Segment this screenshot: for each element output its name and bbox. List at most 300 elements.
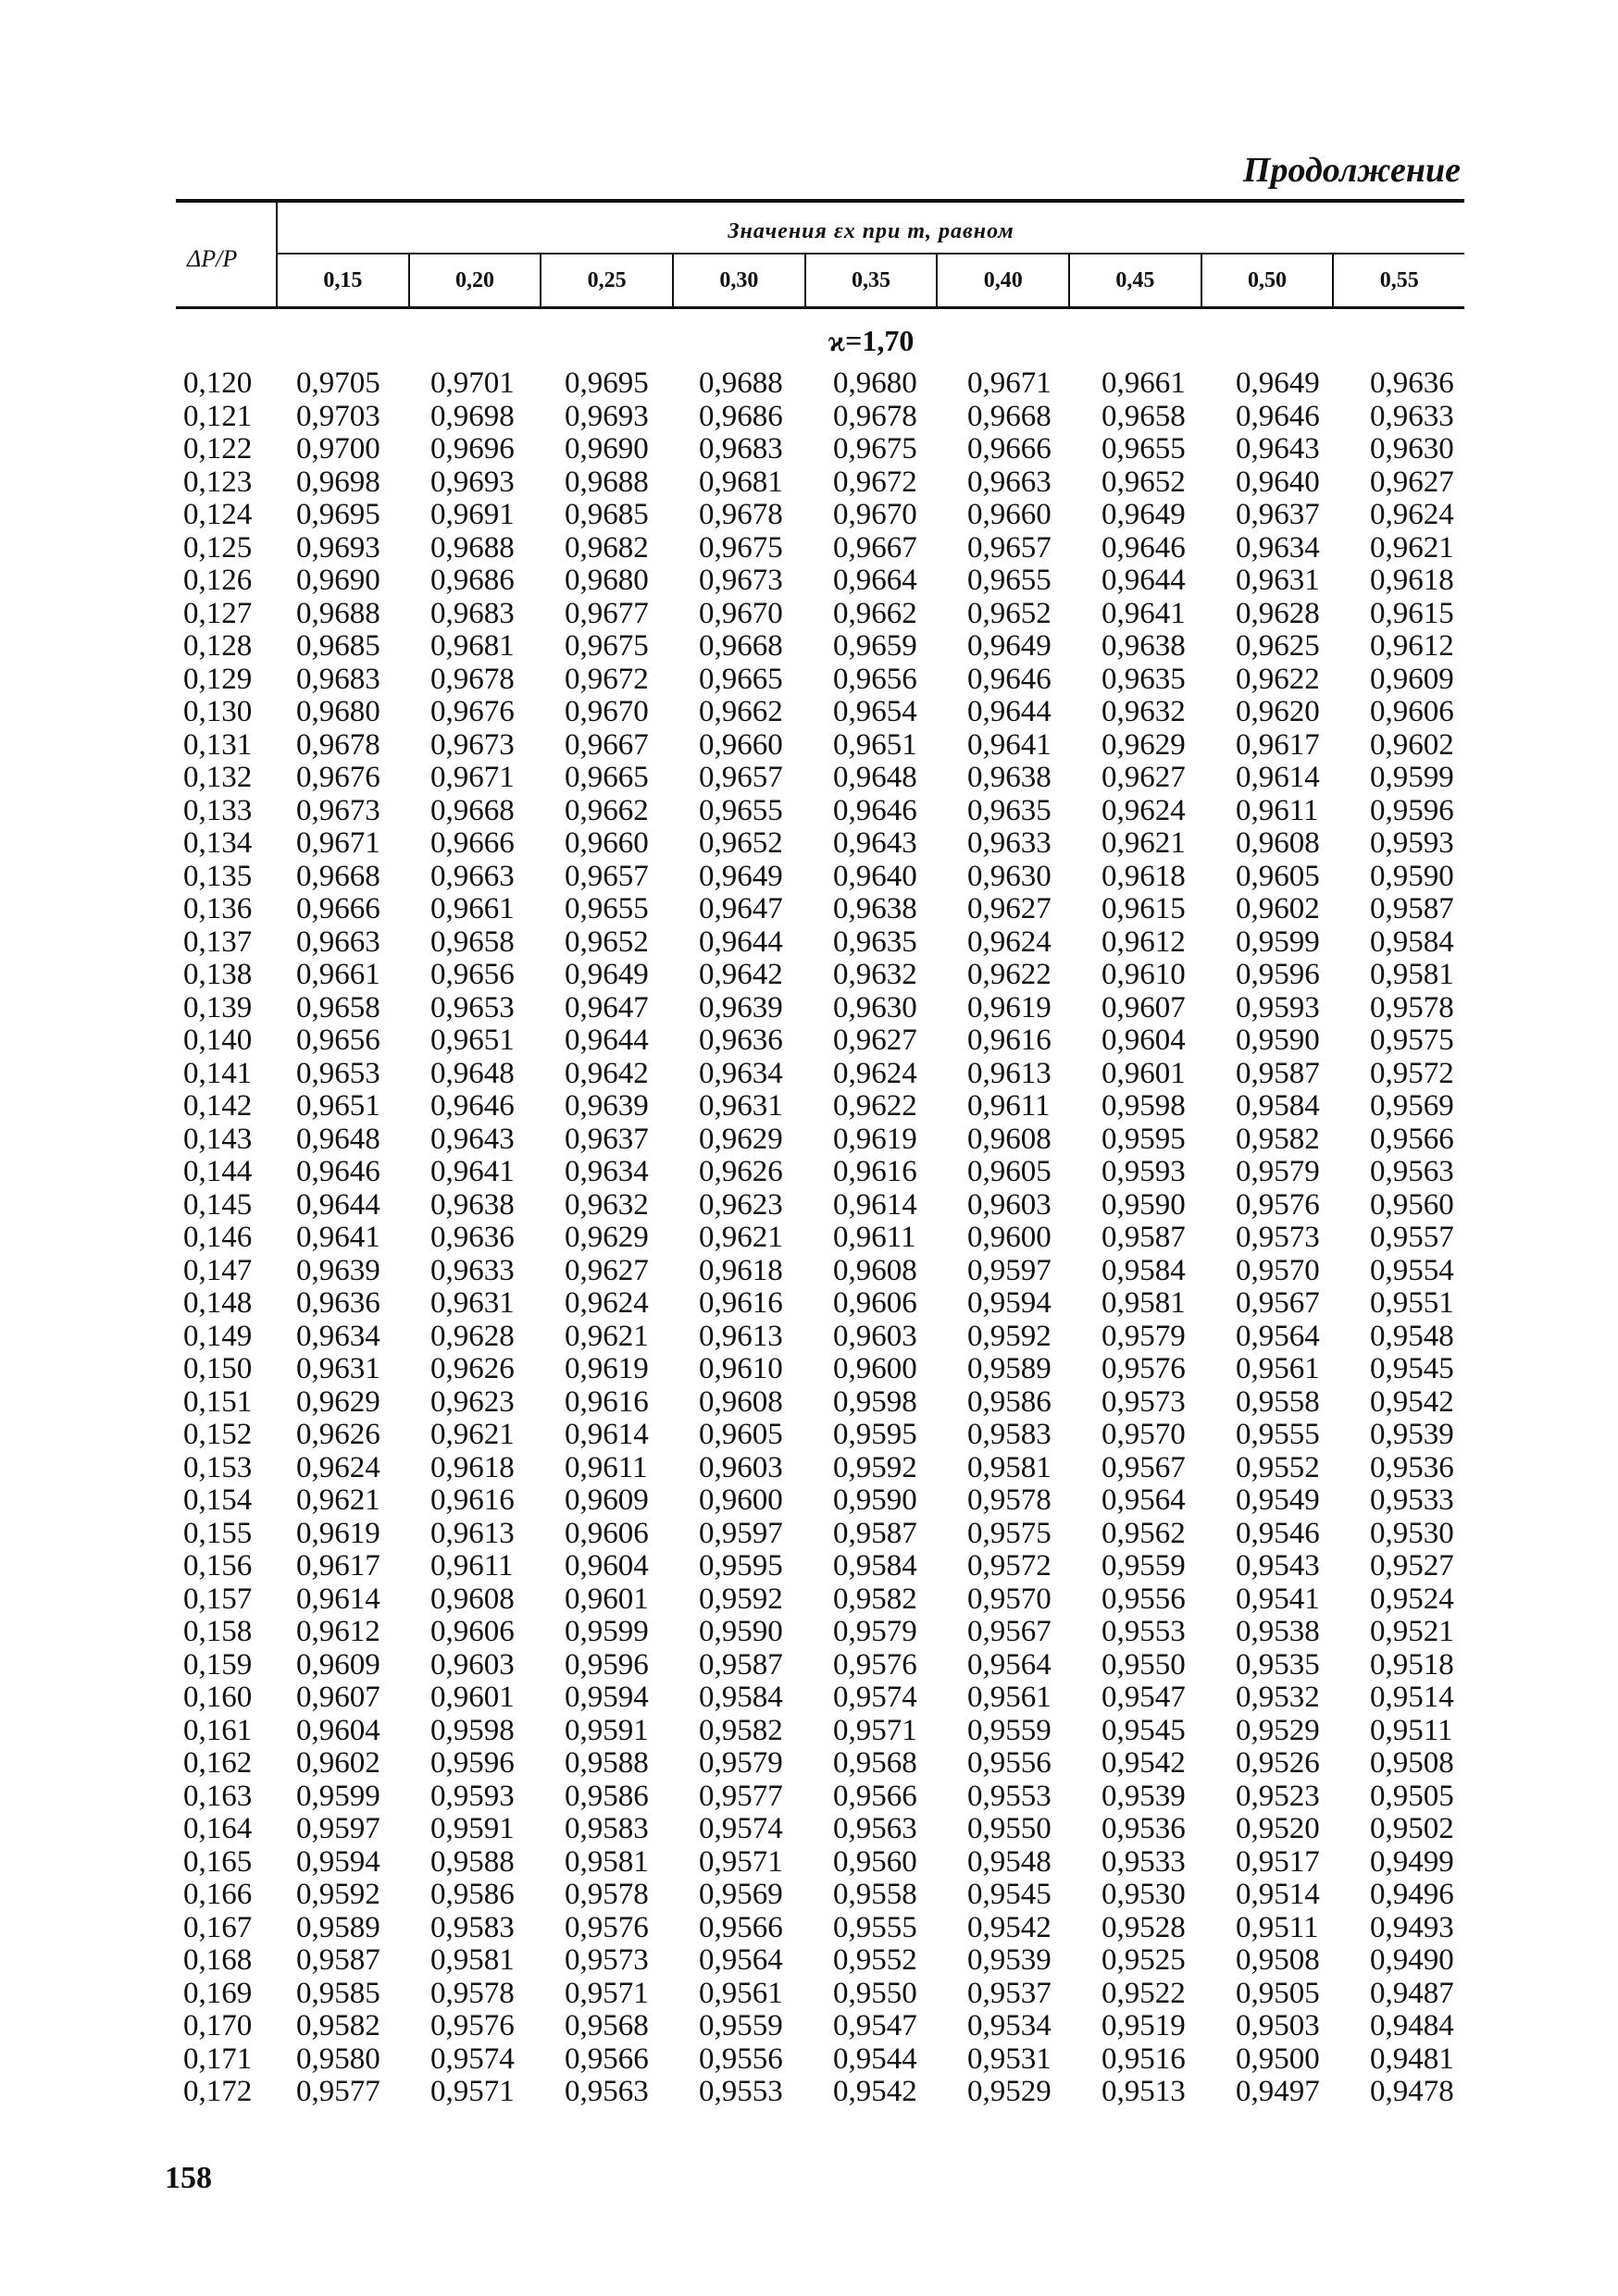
value-cell: 0,9621 [430, 1418, 515, 1451]
table-row [176, 1747, 1500, 1781]
row-arg-cell: 0,152 [183, 1418, 253, 1451]
value-cell: 0,9633 [967, 826, 1052, 860]
value-cell: 0,9681 [430, 629, 515, 663]
row-arg-cell: 0,153 [183, 1450, 253, 1484]
value-cell: 0,9639 [565, 1089, 649, 1123]
value-cell: 0,9522 [1101, 1976, 1186, 2010]
row-arg-cell: 0,121 [183, 399, 253, 433]
value-cell: 0,9619 [833, 1122, 917, 1156]
value-cell: 0,9613 [430, 1516, 515, 1550]
group-header-label: Значения εх при m, равном [728, 219, 1014, 243]
value-cell: 0,9567 [1236, 1286, 1320, 1320]
value-cell: 0,9705 [296, 366, 380, 400]
row-arg-cell: 0,156 [183, 1549, 253, 1582]
value-cell: 0,9636 [430, 1221, 515, 1254]
table-row [176, 1090, 1500, 1123]
data-table [176, 367, 1500, 2109]
value-cell: 0,9655 [699, 793, 783, 827]
table-row [176, 1649, 1500, 1682]
value-cell: 0,9558 [833, 1878, 917, 1911]
value-cell: 0,9615 [1101, 892, 1186, 925]
value-cell: 0,9490 [1370, 1943, 1454, 1977]
value-cell: 0,9666 [430, 826, 515, 860]
kappa-label: ϰ=1,70 [828, 324, 915, 357]
value-cell: 0,9550 [967, 1812, 1052, 1845]
value-cell: 0,9576 [565, 1910, 649, 1944]
value-cell: 0,9631 [699, 1089, 783, 1123]
value-cell: 0,9484 [1370, 2009, 1454, 2042]
value-cell: 0,9639 [699, 990, 783, 1024]
value-cell: 0,9508 [1236, 1943, 1320, 1977]
value-cell: 0,9554 [1370, 1253, 1454, 1287]
value-cell: 0,9517 [1236, 1844, 1320, 1879]
value-cell: 0,9563 [565, 2075, 649, 2108]
value-cell: 0,9543 [1236, 1549, 1320, 1582]
value-cell: 0,9545 [967, 1878, 1052, 1911]
row-arg-cell: 0,136 [183, 892, 253, 925]
value-cell: 0,9603 [833, 1319, 917, 1353]
table-row [176, 1058, 1500, 1091]
value-cell: 0,9640 [1236, 465, 1320, 499]
row-arg-cell: 0,131 [183, 727, 253, 762]
row-arg-cell: 0,132 [183, 761, 253, 794]
value-cell: 0,9662 [565, 793, 649, 827]
value-cell: 0,9601 [1101, 1056, 1186, 1090]
value-cell: 0,9624 [833, 1056, 917, 1090]
value-cell: 0,9553 [699, 2075, 783, 2108]
value-cell: 0,9590 [699, 1615, 783, 1648]
value-cell: 0,9586 [430, 1878, 515, 1911]
column-header: 0,25 [541, 254, 674, 306]
value-cell: 0,9660 [967, 498, 1052, 531]
table-row [176, 1682, 1500, 1715]
value-cell: 0,9680 [833, 366, 917, 400]
value-cell: 0,9615 [1370, 596, 1454, 630]
row-arg-cell: 0,149 [183, 1319, 253, 1353]
table-row [176, 992, 1500, 1025]
value-cell: 0,9595 [833, 1418, 917, 1451]
row-arg-cell: 0,147 [183, 1253, 253, 1287]
table-row [176, 630, 1500, 664]
value-cell: 0,9616 [565, 1384, 649, 1419]
value-cell: 0,9564 [1236, 1319, 1320, 1353]
value-cell: 0,9652 [699, 826, 783, 860]
value-cell: 0,9514 [1370, 1681, 1454, 1714]
value-cell: 0,9609 [296, 1647, 380, 1682]
value-cell: 0,9698 [430, 399, 515, 433]
value-cell: 0,9481 [1370, 2042, 1454, 2076]
value-cell: 0,9545 [1101, 1713, 1186, 1747]
value-cell: 0,9678 [699, 498, 783, 531]
value-cell: 0,9587 [1101, 1221, 1186, 1254]
value-cell: 0,9642 [699, 958, 783, 991]
value-cell: 0,9513 [1101, 2075, 1186, 2108]
row-arg-cell: 0,148 [183, 1286, 253, 1320]
value-cell: 0,9579 [699, 1746, 783, 1780]
row-arg-cell: 0,157 [183, 1582, 253, 1616]
value-cell: 0,9548 [1370, 1319, 1454, 1353]
value-cell: 0,9596 [565, 1647, 649, 1682]
value-cell: 0,9670 [833, 498, 917, 531]
value-cell: 0,9624 [565, 1286, 649, 1320]
value-cell: 0,9643 [833, 826, 917, 860]
value-cell: 0,9535 [1236, 1647, 1320, 1682]
value-cell: 0,9539 [1370, 1418, 1454, 1451]
value-cell: 0,9606 [1370, 695, 1454, 728]
value-cell: 0,9582 [699, 1713, 783, 1747]
value-cell: 0,9572 [967, 1549, 1052, 1582]
column-header: 0,30 [674, 254, 806, 306]
value-cell: 0,9629 [699, 1122, 783, 1156]
value-cell: 0,9577 [296, 2075, 380, 2108]
value-cell: 0,9666 [296, 892, 380, 925]
value-cell: 0,9601 [430, 1681, 515, 1714]
value-cell: 0,9631 [1236, 564, 1320, 597]
value-cell: 0,9576 [1236, 1187, 1320, 1222]
value-cell: 0,9608 [1236, 826, 1320, 860]
row-arg-cell: 0,162 [183, 1746, 253, 1780]
value-cell: 0,9673 [296, 793, 380, 827]
value-cell: 0,9606 [565, 1516, 649, 1550]
table-row [176, 1879, 1500, 1912]
value-cell: 0,9622 [1236, 662, 1320, 696]
value-cell: 0,9604 [1101, 1024, 1186, 1057]
value-cell: 0,9630 [967, 859, 1052, 893]
value-cell: 0,9649 [699, 859, 783, 893]
value-cell: 0,9652 [967, 596, 1052, 630]
value-cell: 0,9690 [296, 564, 380, 597]
value-cell: 0,9634 [296, 1319, 380, 1353]
value-cell: 0,9611 [565, 1450, 648, 1484]
value-cell: 0,9616 [430, 1483, 515, 1517]
value-cell: 0,9566 [565, 2042, 649, 2076]
value-cell: 0,9685 [565, 498, 649, 531]
value-cell: 0,9686 [699, 399, 783, 433]
value-cell: 0,9659 [833, 629, 917, 663]
value-cell: 0,9667 [565, 727, 649, 762]
value-cell: 0,9658 [1101, 399, 1186, 433]
value-cell: 0,9668 [699, 629, 783, 663]
column-header: 0,35 [806, 254, 939, 306]
value-cell: 0,9478 [1370, 2075, 1454, 2108]
value-cell: 0,9701 [430, 366, 515, 400]
value-cell: 0,9580 [296, 2042, 380, 2076]
value-cell: 0,9578 [967, 1483, 1052, 1517]
value-cell: 0,9584 [1101, 1253, 1186, 1287]
value-cell: 0,9624 [1370, 498, 1454, 531]
value-cell: 0,9548 [967, 1844, 1052, 1879]
value-cell: 0,9666 [967, 432, 1052, 465]
value-cell: 0,9695 [565, 366, 649, 400]
value-cell: 0,9581 [1101, 1286, 1186, 1320]
row-arg-cell: 0,120 [183, 366, 253, 400]
value-cell: 0,9550 [1101, 1647, 1186, 1682]
value-cell: 0,9532 [1236, 1681, 1320, 1714]
table-row [176, 598, 1500, 631]
value-cell: 0,9600 [699, 1483, 783, 1517]
table-row [176, 1846, 1500, 1880]
row-arg-cell: 0,169 [183, 1976, 253, 2010]
value-cell: 0,9590 [1370, 859, 1454, 893]
value-cell: 0,9561 [1236, 1352, 1320, 1385]
value-cell: 0,9647 [699, 892, 783, 925]
value-cell: 0,9608 [833, 1253, 917, 1287]
value-cell: 0,9596 [1236, 958, 1320, 991]
value-cell: 0,9581 [565, 1844, 649, 1879]
row-arg-cell: 0,146 [183, 1221, 253, 1254]
value-cell: 0,9500 [1236, 2042, 1320, 2076]
value-cell: 0,9553 [1101, 1615, 1186, 1648]
table-row [176, 466, 1500, 500]
value-cell: 0,9638 [833, 892, 917, 925]
value-cell: 0,9598 [430, 1713, 515, 1747]
value-cell: 0,9621 [699, 1221, 783, 1254]
value-cell: 0,9555 [833, 1910, 917, 1944]
value-cell: 0,9670 [565, 695, 649, 728]
value-cell: 0,9591 [565, 1713, 649, 1747]
table-row [176, 2010, 1500, 2043]
value-cell: 0,9560 [1370, 1187, 1454, 1222]
table-row [176, 1321, 1500, 1354]
value-cell: 0,9578 [1370, 990, 1454, 1024]
value-cell: 0,9665 [565, 761, 649, 794]
value-cell: 0,9655 [1101, 432, 1186, 465]
value-cell: 0,9634 [699, 1056, 783, 1090]
value-cell: 0,9594 [967, 1286, 1052, 1320]
value-cell: 0,9614 [565, 1418, 649, 1451]
value-cell: 0,9622 [833, 1089, 917, 1123]
value-cell: 0,9573 [1101, 1384, 1186, 1419]
value-cell: 0,9681 [699, 465, 783, 499]
value-cell: 0,9572 [1370, 1056, 1454, 1090]
value-cell: 0,9505 [1236, 1976, 1320, 2010]
value-cell: 0,9523 [1236, 1779, 1320, 1813]
value-cell: 0,9602 [1370, 727, 1454, 762]
value-cell: 0,9672 [833, 465, 917, 499]
value-cell: 0,9668 [967, 399, 1052, 433]
value-cell: 0,9505 [1370, 1779, 1454, 1813]
table-row [176, 1386, 1500, 1420]
value-cell: 0,9619 [296, 1516, 380, 1550]
value-cell: 0,9606 [430, 1615, 515, 1648]
value-cell: 0,9571 [430, 2075, 515, 2108]
value-cell: 0,9533 [1101, 1844, 1186, 1879]
value-cell: 0,9632 [833, 958, 917, 991]
value-cell: 0,9668 [430, 793, 515, 827]
value-cell: 0,9626 [699, 1155, 783, 1188]
row-arg-cell: 0,159 [183, 1647, 253, 1682]
value-cell: 0,9677 [565, 596, 649, 630]
value-cell: 0,9563 [1370, 1155, 1454, 1188]
value-cell: 0,9592 [967, 1319, 1052, 1353]
value-cell: 0,9530 [1101, 1878, 1186, 1911]
value-cell: 0,9557 [1370, 1221, 1454, 1254]
table-row [176, 2043, 1500, 2077]
value-cell: 0,9672 [565, 662, 649, 696]
value-cell: 0,9693 [296, 530, 380, 565]
value-cell: 0,9643 [430, 1122, 515, 1156]
row-arg-cell: 0,165 [183, 1844, 253, 1879]
value-cell: 0,9627 [1101, 761, 1186, 794]
value-cell: 0,9610 [699, 1352, 783, 1385]
table-row [176, 1189, 1500, 1222]
value-cell: 0,9542 [1370, 1384, 1454, 1419]
row-arg-cell: 0,139 [183, 990, 253, 1024]
value-cell: 0,9566 [833, 1779, 917, 1813]
value-cell: 0,9584 [1236, 1089, 1320, 1123]
table-row [176, 1944, 1500, 1978]
value-cell: 0,9648 [296, 1122, 380, 1156]
value-cell: 0,9533 [1370, 1483, 1454, 1517]
table-row [176, 827, 1500, 861]
value-cell: 0,9616 [967, 1024, 1052, 1057]
value-cell: 0,9611 [833, 1221, 916, 1254]
value-cell: 0,9529 [1236, 1713, 1320, 1747]
value-cell: 0,9683 [296, 662, 380, 696]
value-cell: 0,9531 [967, 2042, 1052, 2076]
value-cell: 0,9628 [1236, 596, 1320, 630]
value-cell: 0,9487 [1370, 1976, 1454, 2010]
value-cell: 0,9567 [967, 1615, 1052, 1648]
value-cell: 0,9603 [430, 1647, 515, 1682]
value-cell: 0,9596 [430, 1746, 515, 1780]
value-cell: 0,9606 [833, 1286, 917, 1320]
value-cell: 0,9511 [1236, 1910, 1319, 1944]
value-cell: 0,9521 [1370, 1615, 1454, 1648]
value-cell: 0,9598 [833, 1384, 917, 1419]
row-arg-cell: 0,124 [183, 498, 253, 531]
arg-column-label: ΔP/P [187, 245, 238, 272]
value-cell: 0,9635 [833, 925, 917, 959]
value-cell: 0,9620 [1236, 695, 1320, 728]
value-cell: 0,9588 [430, 1844, 515, 1879]
value-cell: 0,9673 [699, 564, 783, 597]
value-cell: 0,9576 [833, 1647, 917, 1682]
value-cell: 0,9685 [296, 629, 380, 663]
table-row [176, 861, 1500, 894]
value-cell: 0,9583 [565, 1812, 649, 1845]
value-cell: 0,9596 [1370, 793, 1454, 827]
column-header: 0,15 [278, 254, 410, 306]
value-cell: 0,9597 [967, 1253, 1052, 1287]
value-cell: 0,9667 [833, 530, 917, 565]
row-arg-cell: 0,158 [183, 1615, 253, 1648]
value-cell: 0,9603 [967, 1187, 1052, 1222]
value-cell: 0,9651 [296, 1089, 380, 1123]
value-cell: 0,9670 [699, 596, 783, 630]
value-cell: 0,9626 [430, 1352, 515, 1385]
value-cell: 0,9545 [1370, 1352, 1454, 1385]
table-row [176, 762, 1500, 795]
value-cell: 0,9583 [967, 1418, 1052, 1451]
value-cell: 0,9586 [967, 1384, 1052, 1419]
value-cell: 0,9627 [565, 1253, 649, 1287]
value-cell: 0,9529 [967, 2075, 1052, 2108]
value-cell: 0,9612 [296, 1615, 380, 1648]
row-arg-cell: 0,122 [183, 432, 253, 465]
row-arg-cell: 0,155 [183, 1516, 253, 1550]
value-cell: 0,9688 [565, 465, 649, 499]
value-cell: 0,9530 [1370, 1516, 1454, 1550]
value-cell: 0,9601 [565, 1582, 649, 1616]
value-cell: 0,9579 [1236, 1155, 1320, 1188]
column-headers [278, 254, 1464, 306]
value-cell: 0,9595 [699, 1549, 783, 1582]
value-cell: 0,9673 [430, 727, 515, 762]
row-arg-cell: 0,127 [183, 596, 253, 630]
table-row [176, 664, 1500, 697]
value-cell: 0,9516 [1101, 2042, 1186, 2076]
value-cell: 0,9675 [833, 432, 917, 465]
value-cell: 0,9581 [967, 1450, 1052, 1484]
value-cell: 0,9611 [430, 1549, 514, 1582]
value-cell: 0,9671 [430, 761, 515, 794]
value-cell: 0,9524 [1370, 1582, 1454, 1616]
value-cell: 0,9649 [1101, 498, 1186, 531]
value-cell: 0,9660 [699, 727, 783, 762]
value-cell: 0,9527 [1370, 1549, 1454, 1582]
value-cell: 0,9607 [296, 1681, 380, 1714]
value-cell: 0,9618 [1370, 564, 1454, 597]
table-row [176, 1912, 1500, 1945]
value-cell: 0,9496 [1370, 1878, 1454, 1911]
value-cell: 0,9575 [1370, 1024, 1454, 1057]
value-cell: 0,9594 [565, 1681, 649, 1714]
value-cell: 0,9658 [430, 925, 515, 959]
value-cell: 0,9631 [296, 1352, 380, 1385]
value-cell: 0,9520 [1236, 1812, 1320, 1845]
value-cell: 0,9624 [967, 925, 1052, 959]
row-arg-cell: 0,150 [183, 1352, 253, 1385]
value-cell: 0,9559 [967, 1713, 1052, 1747]
table-row [176, 1255, 1500, 1288]
value-cell: 0,9582 [296, 2009, 380, 2042]
value-cell: 0,9629 [296, 1384, 380, 1419]
value-cell: 0,9678 [833, 399, 917, 433]
value-cell: 0,9617 [1236, 727, 1320, 762]
value-cell: 0,9608 [699, 1384, 783, 1419]
value-cell: 0,9619 [565, 1352, 649, 1385]
value-cell: 0,9630 [833, 990, 917, 1024]
row-arg-cell: 0,128 [183, 629, 253, 663]
value-cell: 0,9646 [833, 793, 917, 827]
value-cell: 0,9623 [699, 1187, 783, 1222]
value-cell: 0,9683 [430, 596, 515, 630]
value-cell: 0,9700 [296, 432, 380, 465]
value-cell: 0,9637 [565, 1122, 649, 1156]
value-cell: 0,9678 [296, 727, 380, 762]
row-arg-cell: 0,160 [183, 1681, 253, 1714]
value-cell: 0,9566 [1370, 1122, 1454, 1156]
value-cell: 0,9589 [296, 1910, 380, 1944]
value-cell: 0,9621 [1370, 530, 1454, 565]
value-cell: 0,9547 [1101, 1681, 1186, 1714]
row-arg-cell: 0,130 [183, 695, 253, 728]
value-cell: 0,9621 [1101, 826, 1186, 860]
value-cell: 0,9656 [430, 958, 515, 991]
table-row [176, 565, 1500, 598]
table-row [176, 795, 1500, 828]
value-cell: 0,9605 [967, 1155, 1052, 1188]
table-row [176, 696, 1500, 729]
value-cell: 0,9655 [565, 892, 649, 925]
value-cell: 0,9562 [1101, 1516, 1186, 1550]
value-cell: 0,9614 [296, 1582, 380, 1616]
value-cell: 0,9519 [1101, 2009, 1186, 2042]
value-cell: 0,9583 [430, 1910, 515, 1944]
value-cell: 0,9567 [1101, 1450, 1186, 1484]
value-cell: 0,9688 [430, 530, 515, 565]
